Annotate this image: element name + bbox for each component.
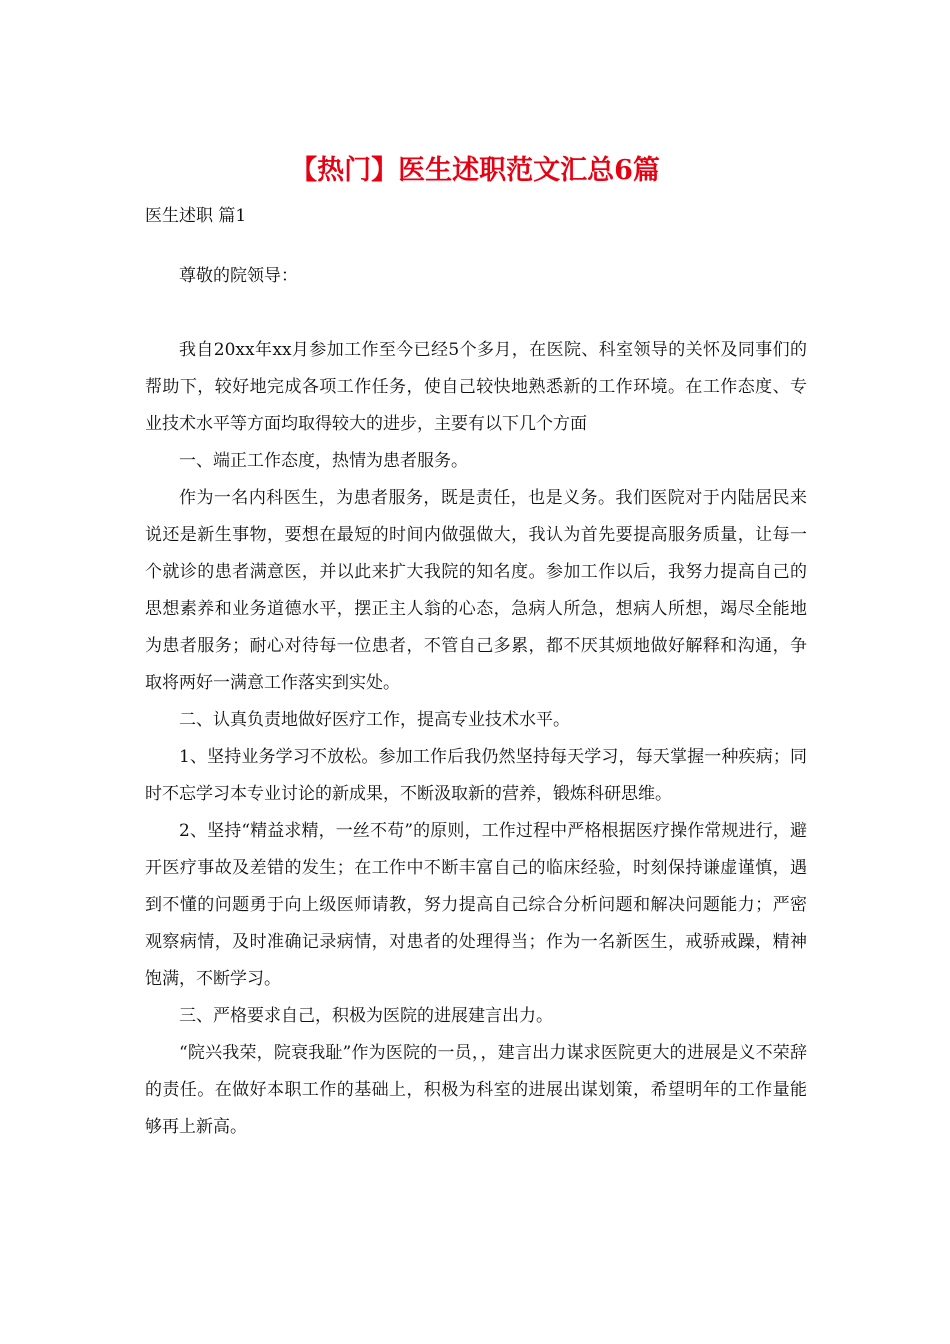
section-heading: 医生述职 篇1 [145, 206, 247, 226]
paragraph: 2、坚持“精益求精，一丝不苟”的原则，工作过程中严格根据医疗操作常规进行，避开医疗事故及差错的发生；在工作中不断丰富自己的临床经验，时刻保持谦虚谨慎，遇到不懂的问题勇于向上级医师请教，努力提高自己综合分析问题和解决问题能力；严密观察病情，及时准确记录病情，对患者的处理得当；作为一名新医生，戒骄戒躁，精神饱满，不断学习。 [145, 821, 807, 989]
section-title: 一、端正工作态度，热情为患者服务。 [179, 451, 468, 471]
section-title: 二、认真负责地做好医疗工作，提高专业技术水平。 [179, 710, 570, 730]
paragraph: 1、坚持业务学习不放松。参加工作后我仍然坚持每天学习，每天掌握一种疾病；同时不忘学习本专业讨论的新成果，不断汲取新的营养，锻炼科研思维。 [145, 747, 807, 804]
paragraph: 作为一名内科医生，为患者服务，既是责任，也是义务。我们医院对于内陆居民来说还是新生事物，要想在最短的时间内做强做大，我认为首先要提高服务质量，让每一个就诊的患者满意医，并以此来扩大我院的知名度。参加工作以后，我努力提高自己的思想素养和业务道德水平，摆正主人翁的心态，急病人所急，想病人所想，竭尽全能地为患者服务；耐心对待每一位患者，不管自己多累，都不厌其烦地做好解释和沟通，争取将两好一满意工作落实到实处。 [145, 488, 807, 693]
paragraph: “院兴我荣，院衰我耻”作为医院的一员，，建言出力谋求医院更大的进展是义不荣辞的责任。在做好本职工作的基础上，积极为科室的进展出谋划策，希望明年的工作量能够再上新高。 [145, 1043, 807, 1137]
greeting: 尊敬的院领导： [179, 266, 298, 286]
section-title: 三、严格要求自己，积极为医院的进展建言出力。 [179, 1006, 553, 1026]
document-body [145, 258, 807, 1146]
document-title: 【热门】医生述职范文汇总6篇 [290, 155, 660, 186]
paragraph: 我自20xx年xx月参加工作至今已经5个多月，在医院、科室领导的关怀及同事们的帮助下，较好地完成各项工作任务，使自己较快地熟悉新的工作环境。在工作态度、专业技术水平等方面均取得较大的进步，主要有以下几个方面 [145, 340, 807, 434]
